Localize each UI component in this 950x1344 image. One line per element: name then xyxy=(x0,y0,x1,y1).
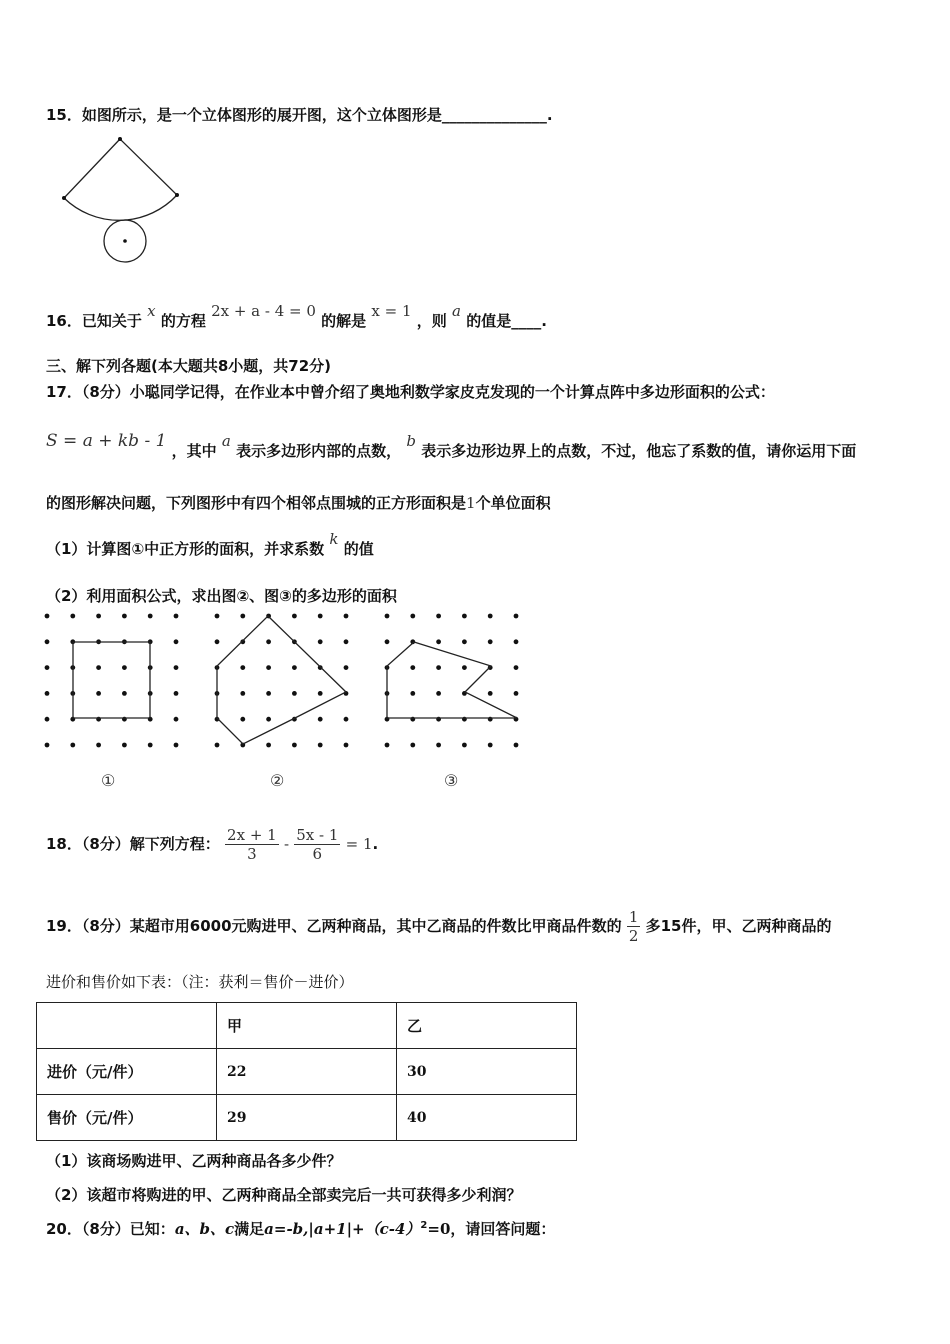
lattice-dot xyxy=(96,665,101,670)
lattice-dot xyxy=(318,743,323,748)
var-x: x xyxy=(147,302,156,320)
sector-shape xyxy=(64,139,177,220)
table-header-row xyxy=(37,1003,577,1049)
lattice-dot xyxy=(45,743,50,748)
q19-line1: 19．（8分）某超市用6000元购进甲、乙两种商品，其中乙商品的件数比甲商品件数的 $\frac{1}{2}$ 多15件，甲、乙两种商品的 xyxy=(46,908,832,945)
lattice-dot xyxy=(148,743,153,748)
cone-net-figure xyxy=(55,135,190,270)
var-a: a xyxy=(452,302,461,320)
q16-line: 16．已知关于 x 的方程 2x + a - 4 = 0 的解是 x = 1 ，则 a 的值是____. xyxy=(46,302,547,330)
square-figure-1 xyxy=(73,642,150,718)
lattice-dot xyxy=(240,717,245,722)
q19-sub1: （1）该商场购进甲、乙两种商品各多少件？ xyxy=(46,1152,342,1170)
lattice-dot xyxy=(215,614,220,619)
q19-sub2: （2）该超市将购进的甲、乙两种商品全部卖完后一共可获得多少利润？ xyxy=(46,1186,522,1204)
lattice-dot xyxy=(488,743,493,748)
lattice-dot xyxy=(514,743,519,748)
lattice-dot xyxy=(45,691,50,696)
lattice-3-dots xyxy=(385,614,519,748)
q17-sub1: （1）计算图①中正方形的面积，并求系数 k 的值 xyxy=(46,530,374,558)
lattice-dot xyxy=(122,743,127,748)
lattice-dot xyxy=(266,717,271,722)
lattice-dot xyxy=(148,614,153,619)
table-cell: 22 xyxy=(217,1049,397,1095)
table-cell xyxy=(37,1003,217,1049)
q16-blank: ____ xyxy=(511,312,542,330)
lattice-dot xyxy=(385,743,390,748)
q17-formula-line: S = a + kb - 1 ，其中 a 表示多边形内部的点数， b 表示多边形边界上的点数，不过，他忘了系数的值，请你运用下面 xyxy=(46,431,857,460)
table-row xyxy=(37,1095,577,1141)
var-k: k xyxy=(329,530,339,548)
lattice-2-dots xyxy=(215,614,349,748)
row-label-price: 售价（元/件） xyxy=(37,1095,217,1141)
lattice-dot xyxy=(436,639,441,644)
lattice-dot xyxy=(514,665,519,670)
lattice-dot xyxy=(122,691,127,696)
lattice-dot xyxy=(266,743,271,748)
table-cell: 29 xyxy=(217,1095,397,1141)
q15-blank: ______________ xyxy=(441,106,547,124)
lattice-dot xyxy=(215,743,220,748)
lattice-dot xyxy=(462,614,467,619)
lattice-dot xyxy=(410,665,415,670)
polygon-figure-3 xyxy=(387,642,517,718)
lattice-dot xyxy=(488,614,493,619)
price-table xyxy=(36,1002,577,1141)
lattice-dot xyxy=(292,614,297,619)
lattice-dot xyxy=(174,717,179,722)
fraction-half: $\frac{1}{2}$ xyxy=(628,908,639,945)
lattice-dot xyxy=(344,717,349,722)
lattice-dot xyxy=(385,639,390,644)
pick-formula: S = a + kb - 1 xyxy=(46,431,167,451)
lattice-dot xyxy=(45,639,50,644)
q17-line3: 的图形解决问题，下列图形中有四个相邻点围城的正方形面积是1个单位面积 xyxy=(46,494,551,512)
lattice-dot xyxy=(344,614,349,619)
lattice-dot xyxy=(70,614,75,619)
lattice-dot xyxy=(488,639,493,644)
lattice-dot xyxy=(45,665,50,670)
lattice-dot xyxy=(174,691,179,696)
lattice-dot xyxy=(410,743,415,748)
section-title: 三、解下列各题(本大题共8小题，共72分) xyxy=(46,357,332,375)
table-cell: 40 xyxy=(397,1095,577,1141)
row-label-cost: 进价（元/件） xyxy=(37,1049,217,1095)
lattice-dot xyxy=(344,665,349,670)
lattice-dot xyxy=(266,665,271,670)
lattice-dot xyxy=(488,691,493,696)
lattice-dot xyxy=(514,691,519,696)
lattice-dot xyxy=(410,691,415,696)
sector-left-point xyxy=(62,196,66,200)
lattice-dot xyxy=(436,614,441,619)
figure-caption-1: ① xyxy=(101,771,116,790)
lattice-dot xyxy=(410,614,415,619)
dot-lattice-figures xyxy=(36,606,536,756)
table-header-jia: 甲 xyxy=(217,1003,397,1049)
lattice-dot xyxy=(292,743,297,748)
lattice-dot xyxy=(514,614,519,619)
figure-caption-2: ② xyxy=(270,771,285,790)
fraction-2: $\frac{5x - 1}{6}$ xyxy=(296,826,339,863)
lattice-dot xyxy=(174,614,179,619)
lattice-dot xyxy=(462,639,467,644)
lattice-dot xyxy=(96,743,101,748)
lattice-dot xyxy=(266,639,271,644)
lattice-dot xyxy=(122,614,127,619)
table-row xyxy=(37,1049,577,1095)
var-a: a xyxy=(221,432,231,450)
lattice-dot xyxy=(70,743,75,748)
lattice-dot xyxy=(462,665,467,670)
lattice-dot xyxy=(436,691,441,696)
lattice-dot xyxy=(318,614,323,619)
lattice-dot xyxy=(318,639,323,644)
lattice-dot xyxy=(96,691,101,696)
fraction-1: $\frac{2x + 1}{3}$ xyxy=(227,826,277,863)
lattice-dot xyxy=(45,717,50,722)
sector-right-point xyxy=(175,193,179,197)
q20-line: 20．（8分）已知：a、b、c满足$a=-b,|a+1|+(c-4)^2=0$，请回答问题： xyxy=(46,1220,556,1238)
q15-line: 15．如图所示，是一个立体图形的展开图，这个立体图形是______________. xyxy=(46,106,553,124)
lattice-dot xyxy=(174,665,179,670)
lattice-1-dots xyxy=(45,614,179,748)
lattice-dot xyxy=(215,639,220,644)
base-circle-center xyxy=(123,239,127,243)
q17-intro: 17．（8分）小聪同学记得，在作业本中曾介绍了奥地利数学家皮克发现的一个计算点阵中多边形面积的公式： xyxy=(46,383,775,401)
sector-apex xyxy=(118,137,122,141)
lattice-dot xyxy=(344,639,349,644)
table-cell: 30 xyxy=(397,1049,577,1095)
lattice-dot xyxy=(344,743,349,748)
figure-caption-3: ③ xyxy=(444,771,459,790)
table-header-yi: 乙 xyxy=(397,1003,577,1049)
q16-solution: x = 1 xyxy=(371,302,412,320)
lattice-dot xyxy=(45,614,50,619)
lattice-dot xyxy=(240,614,245,619)
lattice-dot xyxy=(240,665,245,670)
q17-sub2: （2）利用面积公式，求出图②、图③的多边形的面积 xyxy=(46,587,397,605)
lattice-dot xyxy=(292,665,297,670)
lattice-dot xyxy=(96,614,101,619)
var-b: b xyxy=(406,432,416,450)
lattice-dot xyxy=(174,639,179,644)
q16-equation: 2x + a - 4 = 0 xyxy=(211,302,316,320)
lattice-dot xyxy=(436,743,441,748)
q20-condition: a=-b,|a+1|+（c-4） xyxy=(264,1220,421,1238)
lattice-dot xyxy=(385,614,390,619)
lattice-dot xyxy=(318,691,323,696)
q18-line: 18．（8分）解下列方程： $\frac{2x + 1}{3}$ - $\frac{5x - 1}{6}$ = 1. xyxy=(46,826,379,863)
lattice-dot xyxy=(240,691,245,696)
lattice-dot xyxy=(462,743,467,748)
lattice-dot xyxy=(436,665,441,670)
q19-line2: 进价和售价如下表：（注：获利＝售价－进价） xyxy=(46,973,354,991)
lattice-dot xyxy=(514,639,519,644)
lattice-dot xyxy=(266,691,271,696)
lattice-dot xyxy=(122,665,127,670)
q15-text: 15．如图所示，是一个立体图形的展开图，这个立体图形是 xyxy=(46,106,442,124)
lattice-dot xyxy=(174,743,179,748)
polygon-figure-2 xyxy=(217,616,346,744)
lattice-dot xyxy=(318,717,323,722)
lattice-dot xyxy=(292,691,297,696)
